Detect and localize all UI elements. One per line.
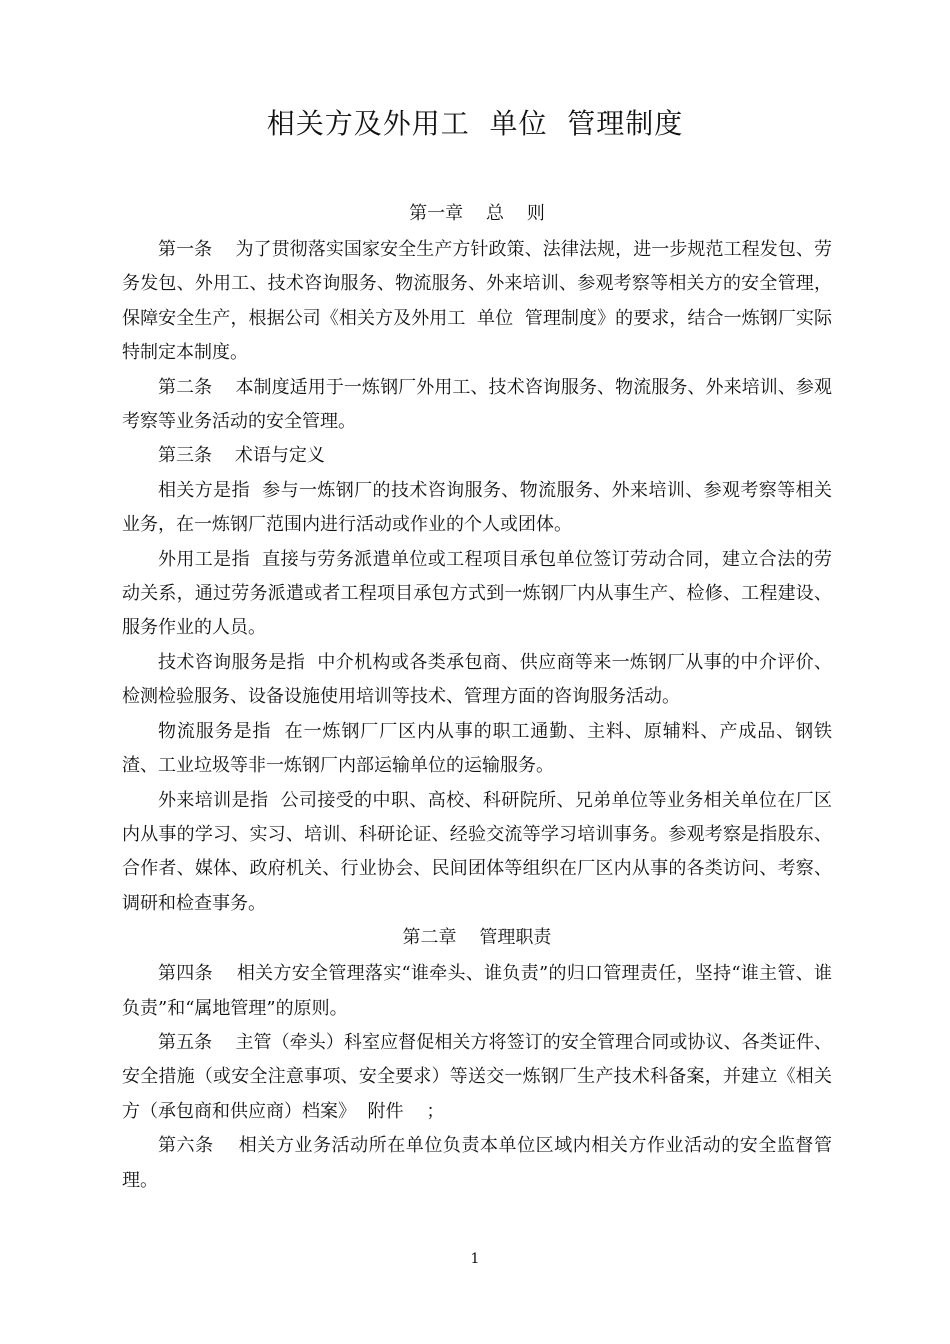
article-2: 第二条 本制度适用于一炼钢厂外用工、技术咨询服务、物流服务、外来培训、参观考察等业务活动的安全管理。 xyxy=(122,376,832,433)
document-body xyxy=(122,197,844,1198)
definition-technical-consulting: 技术咨询服务是指 中介机构或各类承包商、供应商等来一炼钢厂从事的中介评价、检测检验服务、设备设施使用培训等技术、管理方面的咨询服务活动。 xyxy=(122,651,832,708)
article-5: 第五条 主管（牵头）科室应督促相关方将签订的安全管理合同或协议、各类证件、安全措施（或安全注意事项、安全要求）等送交一炼钢厂生产技术科备案，并建立《相关方（承包商和供应商）档案》 附件 ； xyxy=(122,1031,832,1122)
article-1: 第一条 为了贯彻落实国家安全生产方针政策、法律法规，进一步规范工程发包、劳务发包、外用工、技术咨询服务、物流服务、外来培训、参观考察等相关方的安全管理，保障安全生产，根据公司《相关方及外用工 单位 管理制度》的要求，结合一炼钢厂实际 特制定本制度。 xyxy=(122,239,844,364)
article-3: 第三条 术语与定义 xyxy=(158,445,325,467)
definition-outsourced-worker: 外用工是指 直接与劳务派遣单位或工程项目承包单位签订劳动合同，建立合法的劳动关系，通过劳务派遣或者工程项目承包方式到一炼钢厂内从事生产、检修、工程建设、服务作业的人员。 xyxy=(122,548,832,639)
chapter-1-heading: 第一章 总 则 xyxy=(409,203,545,224)
definition-logistics: 物流服务是指 在一炼钢厂厂区内从事的职工通勤、主料、原辅料、产成品、钢铁渣、工业垃圾等非一炼钢厂内部运输单位的运输服务。 xyxy=(122,720,832,777)
article-4: 第四条 相关方安全管理落实“谁牵头、谁负责”的归口管理责任，坚持“谁主管、谁负责”和“属地管理”的原则。 xyxy=(122,963,832,1019)
definition-related-party: 相关方是指 参与一炼钢厂的技术咨询服务、物流服务、外来培训、参观考察等相关业务，在一炼钢厂范围内进行活动或作业的个人或团体。 xyxy=(122,479,832,536)
definition-external-training: 外来培训是指 公司接受的中职、高校、科研院所、兄弟单位等业务相关单位在厂区内从事的学习、实习、培训、科研论证、经验交流等学习培训事务。参观考察是指股东、合作者、媒体、政府机关、行业协会、民间团体等组织在厂区内从事的各类访问、考察、调研和检查事务。 xyxy=(122,789,832,914)
article-6: 第六条 相关方业务活动所在单位负责本单位区域内相关方作业活动的安全监督管理。 xyxy=(122,1135,832,1191)
page-number: 1 xyxy=(470,1251,480,1267)
document-title: 相关方及外用工 单位 管理制度 xyxy=(266,107,684,140)
chapter-2-heading: 第二章 管理职责 xyxy=(402,927,552,949)
